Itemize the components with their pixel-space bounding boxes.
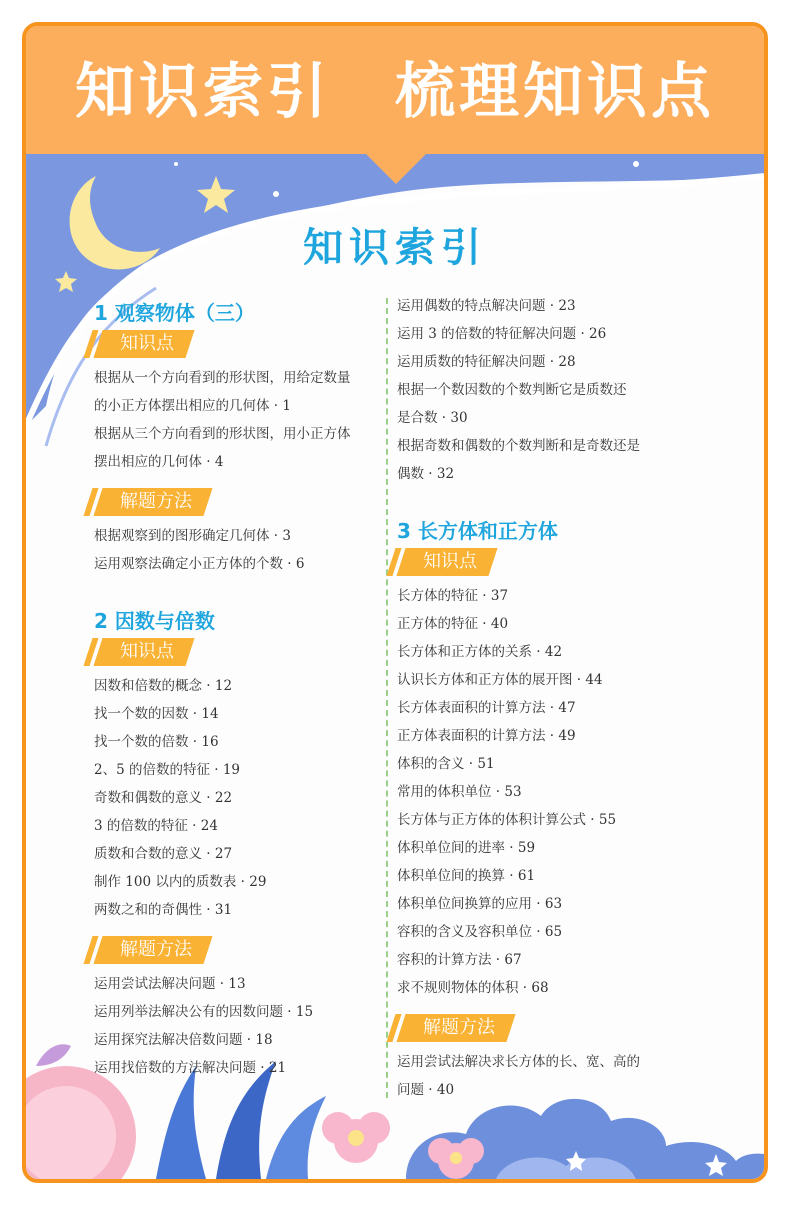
list-item: 体积的含义 · 51 [397,756,495,772]
left-column [94,298,394,1082]
list-item: 制作 100 以内的质数表 · 29 [94,874,267,890]
list-item: 长方体的特征 · 37 [397,588,509,604]
list-item: 体积单位间的换算 · 61 [397,868,536,884]
grass-icon [156,1066,206,1179]
list-item: 奇数和偶数的意义 · 22 [94,790,233,806]
list-item: 质数和合数的意义 · 27 [94,846,233,862]
section-tag: 解题方法 [396,1014,515,1042]
chapter-title: 3 长方体和正方体 [397,519,558,543]
list-item: 运用尝试法解决求长方体的长、宽、高的 [397,1054,640,1070]
list-item: 体积单位间换算的应用 · 63 [397,896,563,912]
list-item: 运用 3 的倍数的特征解决问题 · 26 [397,326,607,342]
list-item: 长方体表面积的计算方法 · 47 [397,700,576,716]
list-item: 容积的计算方法 · 67 [397,952,522,968]
section-tag: 解题方法 [93,936,212,964]
list-item: 是合数 · 30 [397,410,468,426]
list-item: 两数之和的奇偶性 · 31 [94,902,233,918]
list-item: 运用找倍数的方法解决问题 · 21 [94,1060,287,1076]
list-item: 长方体与正方体的体积计算公式 · 55 [397,812,617,828]
list-item: 运用列举法解决公有的因数问题 · 15 [94,1004,314,1020]
list-item: 运用偶数的特点解决问题 · 23 [397,298,576,314]
list-item: 运用尝试法解决问题 · 13 [94,976,246,992]
chapter-title: 2 因数与倍数 [94,609,215,633]
list-item: 摆出相应的几何体 · 4 [94,454,224,470]
right-column [397,292,717,1104]
header-banner [26,26,764,154]
list-item: 偶数 · 32 [397,466,455,482]
section-tag: 知识点 [93,330,194,358]
list-item: 根据一个数因数的个数判断它是质数还 [397,382,627,398]
list-item: 找一个数的因数 · 14 [94,706,219,722]
list-item: 根据从一个方向看到的形状图，用给定数量 [94,370,351,386]
page-title: 知识索引 [303,225,487,271]
list-item: 根据从三个方向看到的形状图，用小正方体 [94,426,351,442]
section-tag: 解题方法 [93,488,212,516]
section-tag: 知识点 [396,548,497,576]
list-item: 运用质数的特征解决问题 · 28 [397,354,576,370]
list-item: 容积的含义及容积单位 · 65 [397,924,563,940]
list-item: 运用探究法解决倍数问题 · 18 [94,1032,273,1048]
list-item: 运用观察法确定小正方体的个数 · 6 [94,556,305,572]
page-frame [22,22,768,1183]
list-item: 求不规则物体的体积 · 68 [397,980,549,996]
list-item: 体积单位间的进率 · 59 [397,840,536,856]
banner-title: 知识索引 梳理知识点 [75,57,715,127]
flower-icon [322,1112,390,1163]
list-item: 2、5 的倍数的特征 · 19 [94,762,241,778]
list-item: 找一个数的倍数 · 16 [94,734,219,750]
chapter-title: 1 观察物体（三） [94,301,255,325]
list-item: 的小正方体摆出相应的几何体 · 1 [94,398,291,414]
list-item: 长方体和正方体的关系 · 42 [397,644,563,660]
list-item: 常用的体积单位 · 53 [397,784,522,800]
list-item: 认识长方体和正方体的展开图 · 44 [397,672,603,688]
list-item: 3 的倍数的特征 · 24 [94,818,218,834]
section-tag: 知识点 [93,638,194,666]
list-item: 因数和倍数的概念 · 12 [94,678,233,694]
list-item: 根据奇数和偶数的个数判断和是奇数还是 [397,438,640,454]
list-item: 正方体的特征 · 40 [397,616,509,632]
list-item: 问题 · 40 [397,1082,455,1098]
list-item: 正方体表面积的计算方法 · 49 [397,728,576,744]
list-item: 根据观察到的图形确定几何体 · 3 [94,528,291,544]
